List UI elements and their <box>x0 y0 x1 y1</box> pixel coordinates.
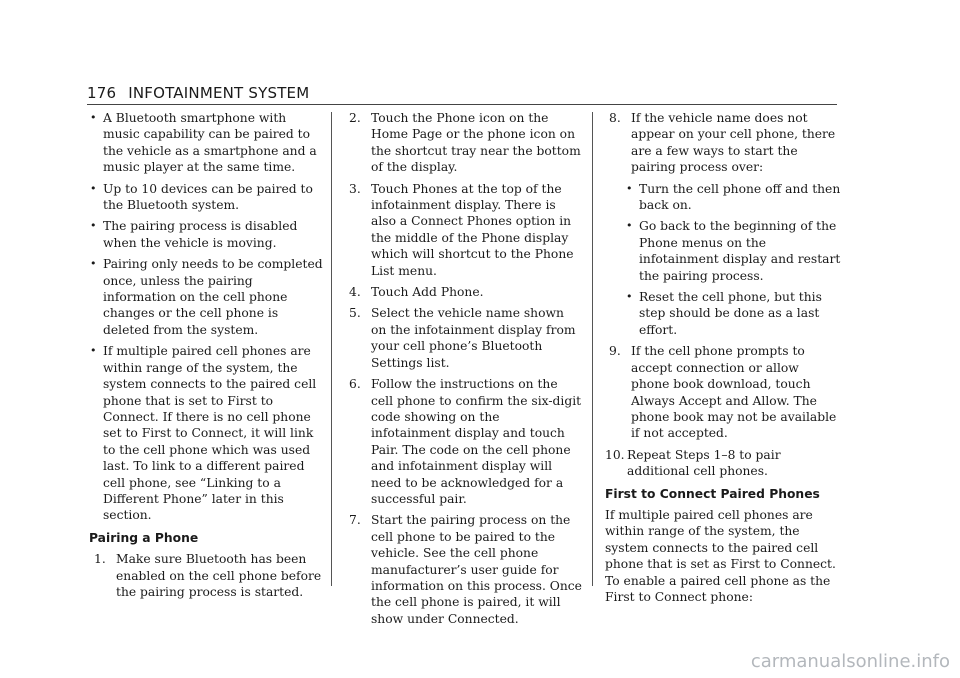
section-heading: Pairing a Phone <box>89 530 199 545</box>
page-number: 176 <box>87 84 117 102</box>
page-header <box>87 84 837 102</box>
watermark: carmanualsonline.info <box>750 651 950 672</box>
step-item: 8. If the vehicle name does not appear on your cell phone, there are a few ways to start the pairing process over: <box>609 111 836 175</box>
bullet-icon: • <box>90 344 97 358</box>
step-item: 5. Select the vehicle name shown on the infotainment display from your cell phone’s Bluetooth Settings list. <box>349 306 576 370</box>
column-3 <box>605 110 841 610</box>
bullet-icon: • <box>626 290 633 304</box>
list-item: • Turn the cell phone off and then back on. <box>626 181 841 213</box>
list-item: • Reset the cell phone, but this step should be done as a last effort. <box>626 290 822 337</box>
list-item: • Go back to the beginning of the Phone menus on the infotainment display and restart the pairing process. <box>626 219 841 283</box>
step-item: 1. Make sure Bluetooth has been enabled on the cell phone before the pairing process is started. <box>94 552 322 599</box>
step-item: 2. Touch the Phone icon on the Home Page or the phone icon on the shortcut tray near the bottom of the display. <box>349 111 581 175</box>
list-item: • If multiple paired cell phones are within range of the system, the system connects to the paired cell phone that is set to First to Connect. If there is no cell phone set to First to Connect, it will link to the cell phone which was used last. To link to a different paired cell phone, see “Linking to a Different Phone” later in this section. <box>90 344 317 523</box>
bullet-icon: • <box>90 257 97 271</box>
section-title: INFOTAINMENT SYSTEM <box>128 84 310 102</box>
step-item: 6. Follow the instructions on the cell phone to confirm the six-digit code showing on the infotainment display and touch Pair. The code on the cell phone and infotainment display will need to be acknowledged for a successful pair. <box>349 377 582 506</box>
bullet-icon: • <box>90 111 97 124</box>
column-divider <box>331 112 332 586</box>
section-heading: First to Connect Paired Phones <box>605 486 820 501</box>
header-rule <box>87 104 837 105</box>
bullet-icon: • <box>90 181 97 195</box>
list-item: • A Bluetooth smartphone with music capability can be paired to the vehicle as a smartphone and a music player at the same time. <box>90 111 317 175</box>
step-item: 7. Start the pairing process on the cell phone to be paired to the vehicle. See the cell phone manufacturer’s user guide for information on this process. Once the cell phone is paired, it will show under Connected. <box>349 513 582 626</box>
step-item: 10. Repeat Steps 1–8 to pair additional cell phones. <box>605 447 781 479</box>
step-item: 3. Touch Phones at the top of the infotainment display. There is also a Connect Phones option in the middle of the Phone display which will shortcut to the Phone List menu. <box>349 181 574 278</box>
bullet-icon: • <box>626 219 633 233</box>
bullet-icon: • <box>90 219 97 233</box>
step-item: 9. If the cell phone prompts to accept connection or allow phone book download, touch Always Accept and Allow. The phone book may not be available if not accepted. <box>609 344 837 441</box>
list-item: • Pairing only needs to be completed once, unless the pairing information on the cell phone changes or the cell phone is deleted from the system. <box>90 257 323 337</box>
list-item: • Up to 10 devices can be paired to the Bluetooth system. <box>90 181 313 213</box>
list-item: • The pairing process is disabled when the vehicle is moving. <box>90 219 298 250</box>
column-2 <box>349 110 583 632</box>
column-1 <box>89 110 324 605</box>
bullet-icon: • <box>626 181 633 195</box>
paragraph: If multiple paired cell phones are within range of the system, the system connects to the paired cell phone that is set as First to Connect. To enable a paired cell phone as the First to Connect phone: <box>605 507 836 604</box>
step-item: 4. Touch Add Phone. <box>349 285 484 300</box>
column-divider <box>592 112 593 586</box>
